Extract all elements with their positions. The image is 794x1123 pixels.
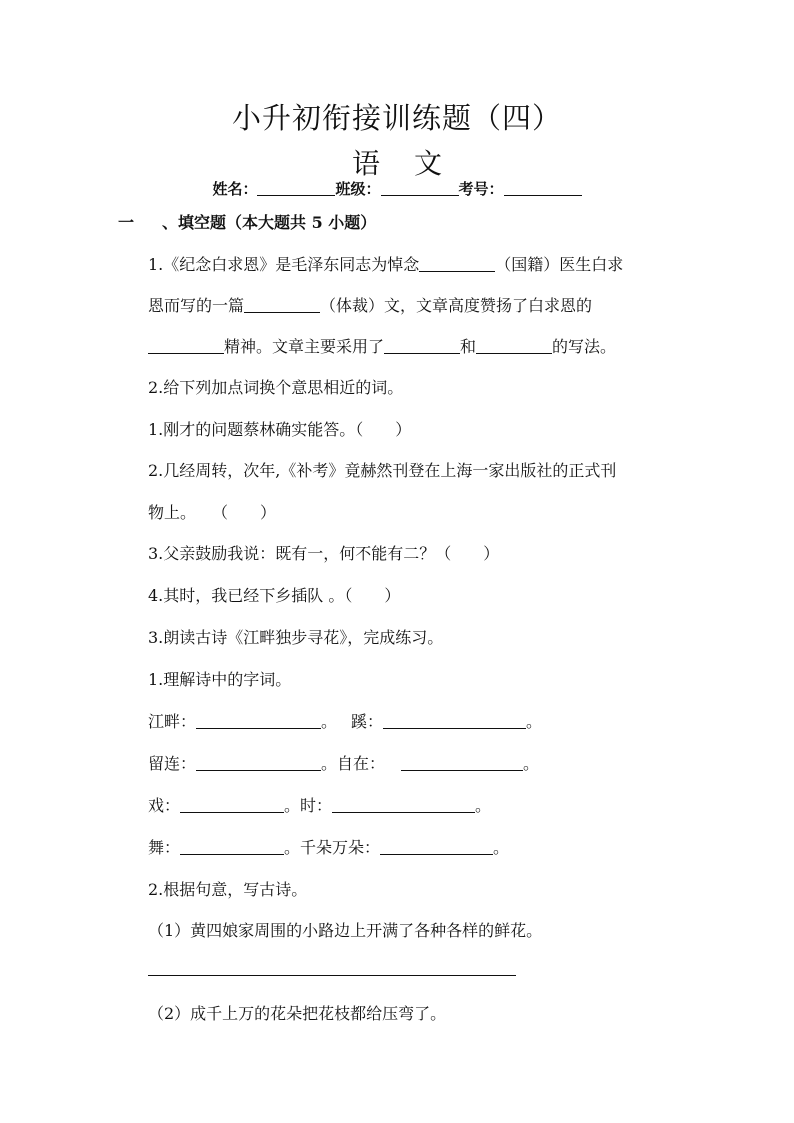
q2-item-3: 3.父亲鼓励我说：既有一，何不能有二？（ ） [148,544,500,563]
section-number: 一 [118,213,135,232]
q1-text: （体裁）文，文章高度赞扬了白求恩的 [320,296,593,315]
subject-char-1: 语 [351,147,380,180]
section-heading [118,210,376,233]
vocab-label: 留连： [148,754,197,773]
q3-vocab-row-4 [148,835,509,858]
vocab-blank[interactable] [196,713,321,729]
q2-stem: 2.给下列加点词换个意思相近的词。 [148,378,404,397]
q1-text: （国籍）医生白求 [495,255,624,274]
vocab-blank[interactable] [383,713,526,729]
q2-item-2: 2.几经周转，次年,《补考》竟赫然刊登在上海一家出版社的正式刊 [148,461,617,480]
vocab-label: 江畔： [148,712,197,731]
q1-blank-spirit[interactable] [148,338,224,354]
vocab-period: 。 [321,754,338,773]
q3-sub-2: 2.根据句意，写古诗。 [148,880,308,899]
vocab-blank[interactable] [332,797,475,813]
q1-blank-method-1[interactable] [384,338,460,354]
q2-item-4: 4.其时，我已经下乡插队 。（ ） [148,586,401,605]
vocab-label: 舞： [148,838,181,857]
q1-text: 精神。文章主要采用了 [224,337,385,356]
student-info-row [0,178,794,199]
vocab-period: 。 [475,796,492,815]
q1-blank-nationality[interactable] [419,256,495,272]
q1-text: 恩而写的一篇 [148,296,245,315]
q1-text: 1.《纪念白求恩》是毛泽东同志为悼念 [148,255,420,274]
name-blank[interactable] [257,181,335,196]
vocab-period: 。 [526,712,543,731]
class-label: 班级： [335,180,381,198]
vocab-period: 。 [284,796,301,815]
vocab-period: 。 [284,838,301,857]
vocab-label: 戏： [148,796,181,815]
name-label: 姓名： [212,180,258,198]
q2-item-2-cont: 物上。 （ ） [148,503,277,522]
vocab-blank[interactable] [401,755,523,771]
page-title: 小升初衔接训练题（四） [231,101,562,135]
q3-stem: 3.朗读古诗《江畔独步寻花》，完成练习。 [148,628,444,647]
vocab-blank[interactable] [380,839,493,855]
exam-number-blank[interactable] [504,181,582,196]
vocab-blank[interactable] [180,797,284,813]
answer-line[interactable] [148,975,516,976]
q1-blank-genre[interactable] [244,297,320,313]
subject-char-2: 文 [414,147,443,180]
q1-line-3 [148,334,616,357]
exam-number-label: 考号： [458,180,504,198]
q2-item-1: 1.刚才的问题蔡林确实能答。（ ） [148,420,412,439]
q3-vocab-row-3 [148,793,491,816]
section-title: 、填空题（本大题共 5 小题） [162,213,377,232]
q3-vocab-row-2 [148,751,539,774]
vocab-label: 蹊： [351,712,384,731]
class-blank[interactable] [381,181,459,196]
vocab-label: 千朵万朵： [300,838,381,857]
q1-blank-method-2[interactable] [476,338,552,354]
vocab-label: 自在： [337,754,386,773]
q3-sub-1: 1.理解诗中的字词。 [148,670,292,689]
vocab-period: 。 [493,838,510,857]
vocab-period: 。 [321,712,338,731]
subject-heading [0,142,794,182]
q3-vocab-row-1 [148,709,542,732]
q1-line-2 [148,293,592,316]
q1-line-1 [148,252,623,275]
q1-text: 和 [460,337,477,356]
vocab-blank[interactable] [196,755,321,771]
vocab-period: 。 [523,754,540,773]
q3-prompt-2: （2）成千上万的花朵把花枝都给压弯了。 [148,1004,447,1023]
vocab-blank[interactable] [180,839,284,855]
q1-text: 的写法。 [552,337,617,356]
vocab-label: 时： [300,796,333,815]
q3-prompt-1: （1）黄四娘家周围的小路边上开满了各种各样的鲜花。 [148,921,543,940]
